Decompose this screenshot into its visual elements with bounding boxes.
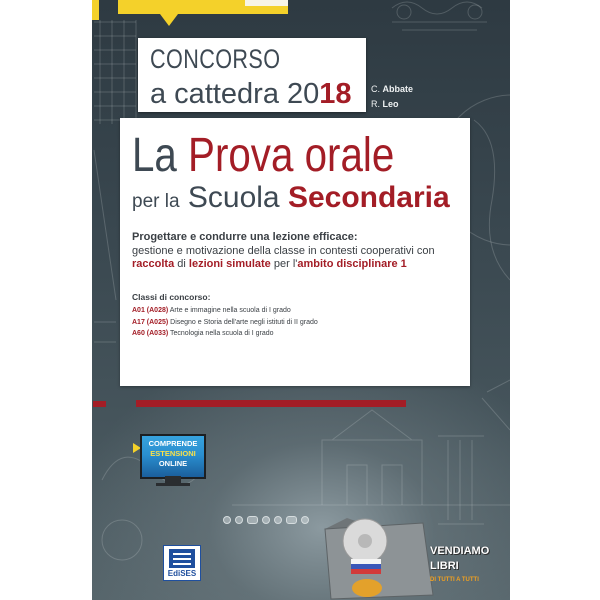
book-title xyxy=(132,129,395,182)
yellow-edge-strip xyxy=(92,0,99,20)
subtitle-word: Scuola xyxy=(187,181,280,214)
banner-pointer xyxy=(160,14,178,26)
list-item xyxy=(132,305,318,317)
subtitle-prefix: per la xyxy=(132,191,180,212)
series-year-highlight: 18 xyxy=(319,78,352,110)
publisher-logo-icon xyxy=(169,549,195,568)
title-article: La xyxy=(132,129,177,182)
author-initial: C. xyxy=(371,84,380,94)
watermark-line-1: VENDIAMO xyxy=(430,545,490,557)
banner-highlight xyxy=(245,0,288,6)
description-emphasis: lezioni simulate xyxy=(188,258,271,270)
description-line-2: gestione e motivazione della classe in contesti cooperativi con xyxy=(132,244,435,257)
red-accent-bar xyxy=(136,400,406,407)
series-name: CONCORSO xyxy=(150,44,281,74)
description-line-1: Progettare e condurre una lezione efficace: xyxy=(132,231,358,243)
dot-icon xyxy=(223,516,231,524)
list-item xyxy=(132,317,318,329)
watermark-graphic xyxy=(317,515,437,600)
book-description xyxy=(132,231,468,272)
description-text: di xyxy=(177,258,186,270)
watermark-line-2: LIBRI xyxy=(430,560,459,572)
dot-icon xyxy=(286,516,297,524)
class-label: Tecnologia nella scuola di I grado xyxy=(170,330,274,337)
author-initial: R. xyxy=(371,99,380,109)
class-code: A60 (A033) xyxy=(132,330,169,337)
dot-icon xyxy=(235,516,243,524)
book-subtitle xyxy=(132,183,450,217)
publisher-name: EdiSES xyxy=(167,569,197,578)
monitor-stand xyxy=(165,476,181,483)
watermark-tagline: DI TUTTI A TUTTI xyxy=(430,577,479,583)
list-item xyxy=(132,328,318,340)
description-text: per l' xyxy=(273,258,298,270)
description-line-3 xyxy=(132,258,468,272)
description-emphasis: raccolta xyxy=(132,258,175,270)
subtitle-highlight: Secondaria xyxy=(287,181,450,214)
series-box xyxy=(138,38,366,112)
author-1 xyxy=(371,84,413,94)
dot-icon xyxy=(301,516,309,524)
monitor-base xyxy=(156,483,190,486)
decorative-dots xyxy=(223,516,309,524)
series-edition-text: a cattedra 20 xyxy=(150,78,320,110)
class-code: A01 (A028) xyxy=(132,307,169,314)
class-label: Arte e immagine nella scuola di I grado xyxy=(169,307,291,314)
classes-heading: Classi di concorso: xyxy=(132,292,211,302)
author-surname: Abbate xyxy=(382,84,414,94)
author-2 xyxy=(371,99,399,109)
dot-icon xyxy=(262,516,270,524)
badge-line-1: COMPRENDE xyxy=(148,439,198,448)
classes-list xyxy=(132,305,318,340)
series-edition xyxy=(150,80,352,109)
class-code: A17 (A025) xyxy=(132,318,169,326)
description-emphasis: ambito disciplinare 1 xyxy=(297,258,407,270)
class-label: Disegno e Storia dell'arte negli istituti di II grado xyxy=(170,318,318,326)
monitor-icon xyxy=(140,434,206,479)
badge-line-2: ESTENSIONI xyxy=(150,449,196,458)
dot-icon xyxy=(274,516,282,524)
title-panel xyxy=(120,118,470,386)
publisher-logo xyxy=(163,545,201,581)
book-cover xyxy=(92,0,510,600)
title-main: Prova orale xyxy=(188,129,395,182)
dot-icon xyxy=(247,516,258,524)
badge-line-3: ONLINE xyxy=(158,459,188,468)
author-surname: Leo xyxy=(382,99,399,109)
red-accent-square xyxy=(93,401,106,407)
